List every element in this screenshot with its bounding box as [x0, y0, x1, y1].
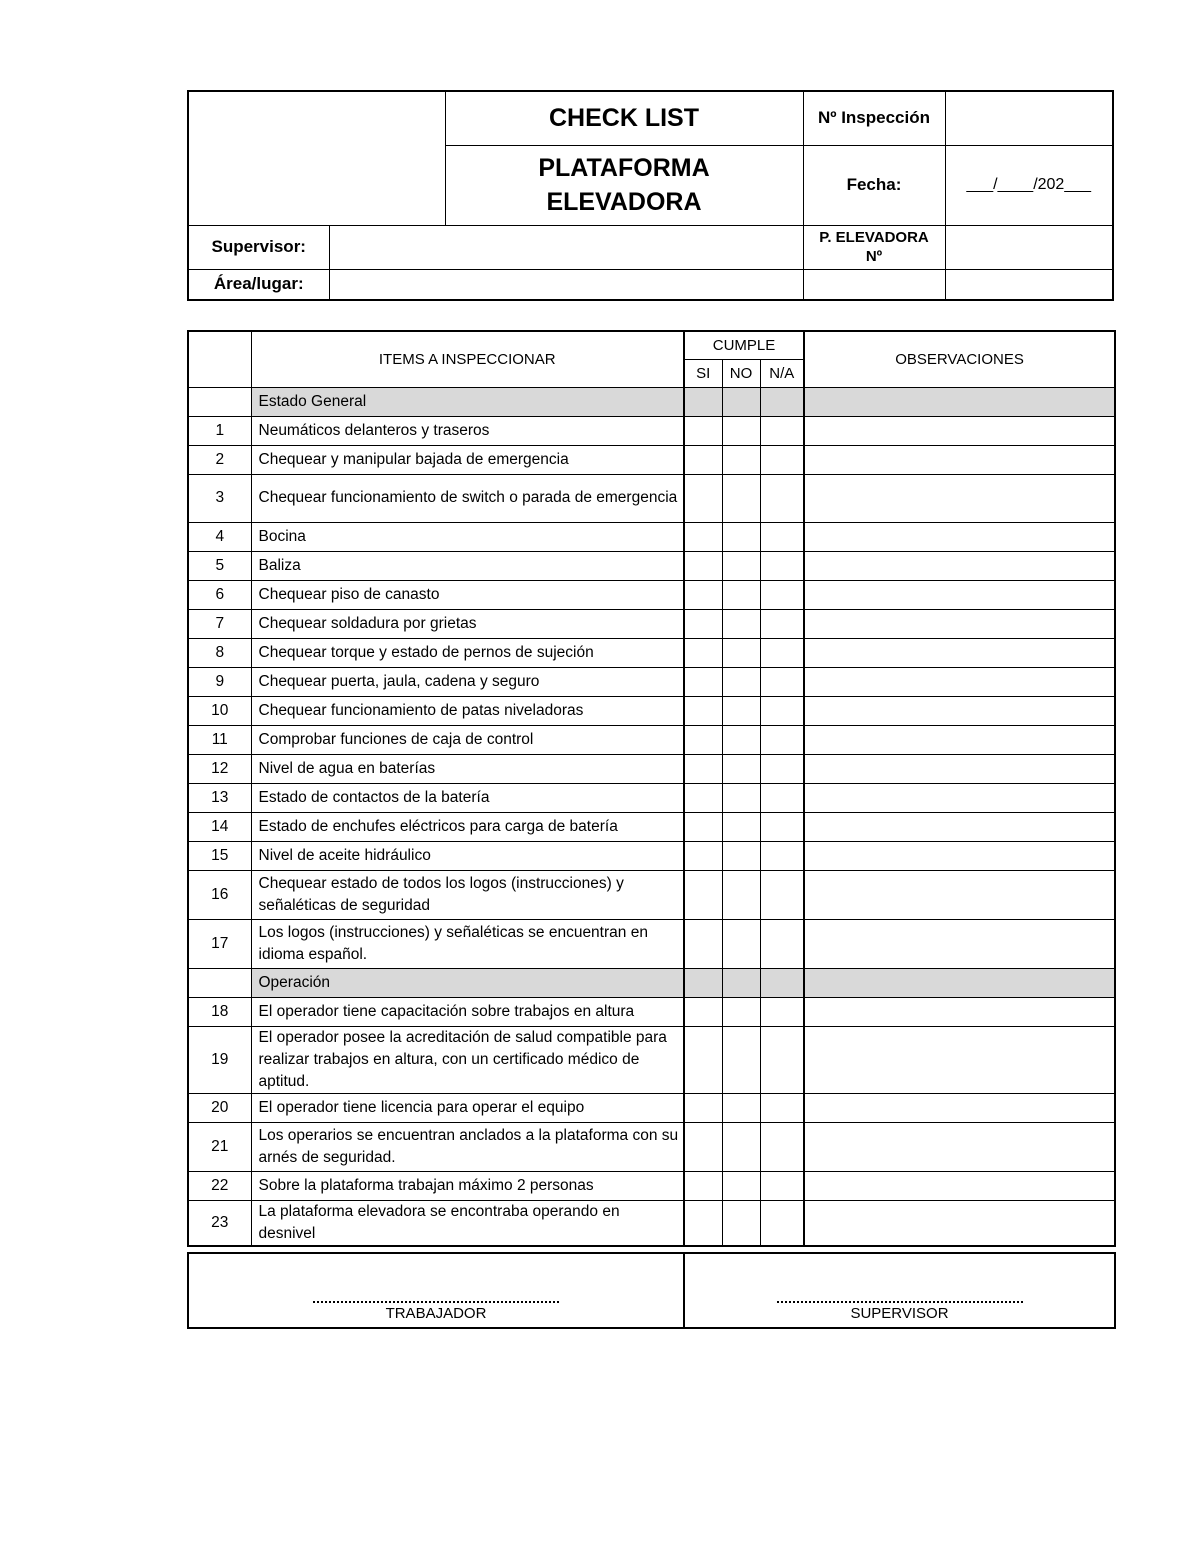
signature-table [187, 1252, 1116, 1329]
supervisor-signature[interactable] [684, 1253, 1115, 1328]
item-number: 2 [188, 445, 251, 474]
section-row [188, 968, 1115, 997]
na-checkbox-cell[interactable] [760, 997, 804, 1026]
si-checkbox-cell[interactable] [684, 551, 722, 580]
item-number: 20 [188, 1093, 251, 1122]
observation-input-cell[interactable] [804, 1200, 1115, 1246]
no-cell [722, 387, 760, 416]
na-checkbox-cell[interactable] [760, 445, 804, 474]
platform-label-line-1: P. ELEVADORA [819, 229, 929, 246]
date-field[interactable]: ___/____/202___ [945, 145, 1113, 225]
table-row [188, 667, 1115, 696]
header-table [187, 90, 1114, 301]
item-text: Comprobar funciones de caja de control [251, 725, 684, 754]
observation-input-cell[interactable] [804, 841, 1115, 870]
si-cell [684, 387, 722, 416]
item-text: Estado de contactos de la batería [251, 783, 684, 812]
subtitle-line-1: PLATAFORMA [538, 154, 710, 182]
observation-input-cell[interactable] [804, 1122, 1115, 1171]
table-row [188, 522, 1115, 551]
observation-input-cell[interactable] [804, 638, 1115, 667]
item-text: Bocina [251, 522, 684, 551]
na-checkbox-cell[interactable] [760, 870, 804, 919]
table-row [188, 609, 1115, 638]
worker-signature[interactable] [188, 1253, 684, 1328]
observation-input-cell[interactable] [804, 725, 1115, 754]
table-row [188, 638, 1115, 667]
section-row [188, 387, 1115, 416]
table-row [188, 841, 1115, 870]
observation-input-cell[interactable] [804, 416, 1115, 445]
item-number: 1 [188, 416, 251, 445]
na-cell [760, 387, 804, 416]
na-checkbox-cell[interactable] [760, 551, 804, 580]
na-checkbox-cell[interactable] [760, 474, 804, 522]
observation-input-cell[interactable] [804, 696, 1115, 725]
no-checkbox-cell[interactable] [722, 725, 760, 754]
na-checkbox-cell[interactable] [760, 1122, 804, 1171]
si-checkbox-cell[interactable] [684, 1200, 722, 1246]
platform-number-label [803, 225, 945, 269]
item-text: Los logos (instrucciones) y señaléticas se encuentran en idioma español. [251, 919, 684, 968]
table-row [188, 696, 1115, 725]
si-checkbox-cell[interactable] [684, 667, 722, 696]
na-checkbox-cell[interactable] [760, 638, 804, 667]
item-text: Chequear puerta, jaula, cadena y seguro [251, 667, 684, 696]
table-row [188, 870, 1115, 919]
no-checkbox-cell[interactable] [722, 1200, 760, 1246]
no-checkbox-cell[interactable] [722, 754, 760, 783]
si-checkbox-cell[interactable] [684, 725, 722, 754]
signature-line [777, 1301, 1023, 1303]
table-row [188, 1200, 1115, 1246]
table-row [188, 812, 1115, 841]
si-checkbox-cell[interactable] [684, 696, 722, 725]
item-text: Chequear estado de todos los logos (instrucciones) y señaléticas de seguridad [251, 870, 684, 919]
na-checkbox-cell[interactable] [760, 696, 804, 725]
item-number: 21 [188, 1122, 251, 1171]
item-text: Chequear piso de canasto [251, 580, 684, 609]
observation-input-cell[interactable] [804, 609, 1115, 638]
table-row [188, 1171, 1115, 1200]
no-checkbox-cell[interactable] [722, 609, 760, 638]
table-row [188, 919, 1115, 968]
no-checkbox-cell[interactable] [722, 783, 760, 812]
item-number: 23 [188, 1200, 251, 1246]
no-checkbox-cell[interactable] [722, 919, 760, 968]
item-number: 17 [188, 919, 251, 968]
no-checkbox-cell[interactable] [722, 841, 760, 870]
si-checkbox-cell[interactable] [684, 609, 722, 638]
no-checkbox-cell[interactable] [722, 638, 760, 667]
no-checkbox-cell[interactable] [722, 551, 760, 580]
no-checkbox-cell[interactable] [722, 445, 760, 474]
item-text: La plataforma elevadora se encontraba operando en desnivel [251, 1200, 684, 1246]
table-row [188, 416, 1115, 445]
na-checkbox-cell[interactable] [760, 754, 804, 783]
item-number: 10 [188, 696, 251, 725]
na-checkbox-cell[interactable] [760, 1171, 804, 1200]
table-row [188, 580, 1115, 609]
no-checkbox-cell[interactable] [722, 1171, 760, 1200]
items-column-header: ITEMS A INSPECCIONAR [251, 331, 684, 387]
no-checkbox-cell[interactable] [722, 580, 760, 609]
na-checkbox-cell[interactable] [760, 580, 804, 609]
item-text: Nivel de agua en baterías [251, 754, 684, 783]
item-number: 5 [188, 551, 251, 580]
table-row [188, 725, 1115, 754]
no-checkbox-cell[interactable] [722, 997, 760, 1026]
no-checkbox-cell[interactable] [722, 667, 760, 696]
cumple-column-header: CUMPLE [684, 331, 804, 359]
si-checkbox-cell[interactable] [684, 416, 722, 445]
si-checkbox-cell[interactable] [684, 522, 722, 551]
document-subtitle [445, 145, 803, 225]
signature-line [313, 1301, 559, 1303]
na-checkbox-cell[interactable] [760, 1093, 804, 1122]
na-checkbox-cell[interactable] [760, 1026, 804, 1093]
item-number: 4 [188, 522, 251, 551]
table-row [188, 445, 1115, 474]
no-checkbox-cell[interactable] [722, 1026, 760, 1093]
platform-number-field[interactable] [945, 225, 1113, 269]
si-checkbox-cell[interactable] [684, 1093, 722, 1122]
item-text: El operador posee la acreditación de salud compatible para realizar trabajos en altura, con un certificado médico de aptitud. [251, 1026, 684, 1093]
na-checkbox-cell[interactable] [760, 812, 804, 841]
si-checkbox-cell[interactable] [684, 841, 722, 870]
section-number-cell [188, 387, 251, 416]
number-column-header [188, 331, 251, 387]
date-label: Fecha: [803, 145, 945, 225]
inspection-number-field[interactable] [945, 91, 1113, 145]
si-checkbox-cell[interactable] [684, 580, 722, 609]
si-checkbox-cell[interactable] [684, 1171, 722, 1200]
table-row [188, 474, 1115, 522]
no-checkbox-cell[interactable] [722, 1122, 760, 1171]
item-text: Los operarios se encuentran anclados a la plataforma con su arnés de seguridad. [251, 1122, 684, 1171]
observation-input-cell[interactable] [804, 1093, 1115, 1122]
item-text: Chequear funcionamiento de switch o parada de emergencia [251, 474, 684, 522]
checklist-body [188, 387, 1115, 1246]
platform-label-line-2: Nº [865, 248, 883, 265]
item-text: Chequear torque y estado de pernos de sujeción [251, 638, 684, 667]
na-checkbox-cell[interactable] [760, 783, 804, 812]
item-number: 7 [188, 609, 251, 638]
na-checkbox-cell[interactable] [760, 725, 804, 754]
section-number-cell [188, 968, 251, 997]
na-checkbox-cell[interactable] [760, 919, 804, 968]
si-cell [684, 968, 722, 997]
observation-cell [804, 968, 1115, 997]
empty-cell [945, 269, 1113, 300]
section-title: Operación [251, 968, 684, 997]
no-checkbox-cell[interactable] [722, 474, 760, 522]
table-row [188, 1093, 1115, 1122]
item-number: 19 [188, 1026, 251, 1093]
item-number: 11 [188, 725, 251, 754]
supervisor-label: Supervisor: [188, 225, 329, 269]
document-title: CHECK LIST [445, 91, 803, 145]
item-number: 12 [188, 754, 251, 783]
observation-input-cell[interactable] [804, 997, 1115, 1026]
logo-area [188, 91, 445, 225]
item-text: Estado de enchufes eléctricos para carga de batería [251, 812, 684, 841]
item-number: 8 [188, 638, 251, 667]
item-text: El operador tiene capacitación sobre trabajos en altura [251, 997, 684, 1026]
item-text: Chequear y manipular bajada de emergencia [251, 445, 684, 474]
table-row [188, 783, 1115, 812]
observations-column-header: OBSERVACIONES [804, 331, 1115, 387]
na-checkbox-cell[interactable] [760, 522, 804, 551]
si-checkbox-cell[interactable] [684, 1122, 722, 1171]
na-checkbox-cell[interactable] [760, 416, 804, 445]
observation-cell [804, 387, 1115, 416]
supervisor-field[interactable] [329, 225, 803, 269]
na-checkbox-cell[interactable] [760, 609, 804, 638]
observation-input-cell[interactable] [804, 445, 1115, 474]
item-text: Chequear funcionamiento de patas niveladoras [251, 696, 684, 725]
area-label: Área/lugar: [188, 269, 329, 300]
no-checkbox-cell[interactable] [722, 522, 760, 551]
supervisor-signature-label: SUPERVISOR [850, 1305, 949, 1322]
si-checkbox-cell[interactable] [684, 445, 722, 474]
item-number: 3 [188, 474, 251, 522]
na-checkbox-cell[interactable] [760, 1200, 804, 1246]
no-column-header: NO [722, 359, 760, 387]
item-text: Neumáticos delanteros y traseros [251, 416, 684, 445]
subtitle-line-2: ELEVADORA [546, 188, 702, 216]
no-checkbox-cell[interactable] [722, 870, 760, 919]
no-checkbox-cell[interactable] [722, 696, 760, 725]
na-checkbox-cell[interactable] [760, 841, 804, 870]
worker-signature-label: TRABAJADOR [385, 1305, 487, 1322]
observation-input-cell[interactable] [804, 754, 1115, 783]
observation-input-cell[interactable] [804, 783, 1115, 812]
table-row [188, 551, 1115, 580]
table-row [188, 997, 1115, 1026]
observation-input-cell[interactable] [804, 812, 1115, 841]
observation-input-cell[interactable] [804, 870, 1115, 919]
table-row [188, 1122, 1115, 1171]
no-checkbox-cell[interactable] [722, 812, 760, 841]
no-checkbox-cell[interactable] [722, 1093, 760, 1122]
si-checkbox-cell[interactable] [684, 754, 722, 783]
observation-input-cell[interactable] [804, 580, 1115, 609]
item-number: 22 [188, 1171, 251, 1200]
observation-input-cell[interactable] [804, 522, 1115, 551]
inspection-number-label: Nº Inspección [803, 91, 945, 145]
si-checkbox-cell[interactable] [684, 474, 722, 522]
table-row [188, 1026, 1115, 1093]
item-number: 13 [188, 783, 251, 812]
observation-input-cell[interactable] [804, 474, 1115, 522]
si-checkbox-cell[interactable] [684, 638, 722, 667]
item-number: 9 [188, 667, 251, 696]
item-number: 15 [188, 841, 251, 870]
observation-input-cell[interactable] [804, 919, 1115, 968]
si-column-header: SI [684, 359, 722, 387]
item-number: 6 [188, 580, 251, 609]
item-text: Chequear soldadura por grietas [251, 609, 684, 638]
si-checkbox-cell[interactable] [684, 783, 722, 812]
empty-cell [803, 269, 945, 300]
si-checkbox-cell[interactable] [684, 919, 722, 968]
checklist-table [187, 330, 1116, 1247]
na-column-header: N/A [760, 359, 804, 387]
na-cell [760, 968, 804, 997]
si-checkbox-cell[interactable] [684, 1026, 722, 1093]
observation-input-cell[interactable] [804, 1026, 1115, 1093]
si-checkbox-cell[interactable] [684, 870, 722, 919]
na-checkbox-cell[interactable] [760, 667, 804, 696]
si-checkbox-cell[interactable] [684, 812, 722, 841]
item-text: El operador tiene licencia para operar el equipo [251, 1093, 684, 1122]
no-cell [722, 968, 760, 997]
item-number: 18 [188, 997, 251, 1026]
observation-input-cell[interactable] [804, 1171, 1115, 1200]
item-number: 16 [188, 870, 251, 919]
observation-input-cell[interactable] [804, 551, 1115, 580]
item-text: Baliza [251, 551, 684, 580]
table-row [188, 754, 1115, 783]
item-number: 14 [188, 812, 251, 841]
no-checkbox-cell[interactable] [722, 416, 760, 445]
si-checkbox-cell[interactable] [684, 997, 722, 1026]
item-text: Sobre la plataforma trabajan máximo 2 personas [251, 1171, 684, 1200]
area-field[interactable] [329, 269, 803, 300]
observation-input-cell[interactable] [804, 667, 1115, 696]
section-title: Estado General [251, 387, 684, 416]
item-text: Nivel de aceite hidráulico [251, 841, 684, 870]
